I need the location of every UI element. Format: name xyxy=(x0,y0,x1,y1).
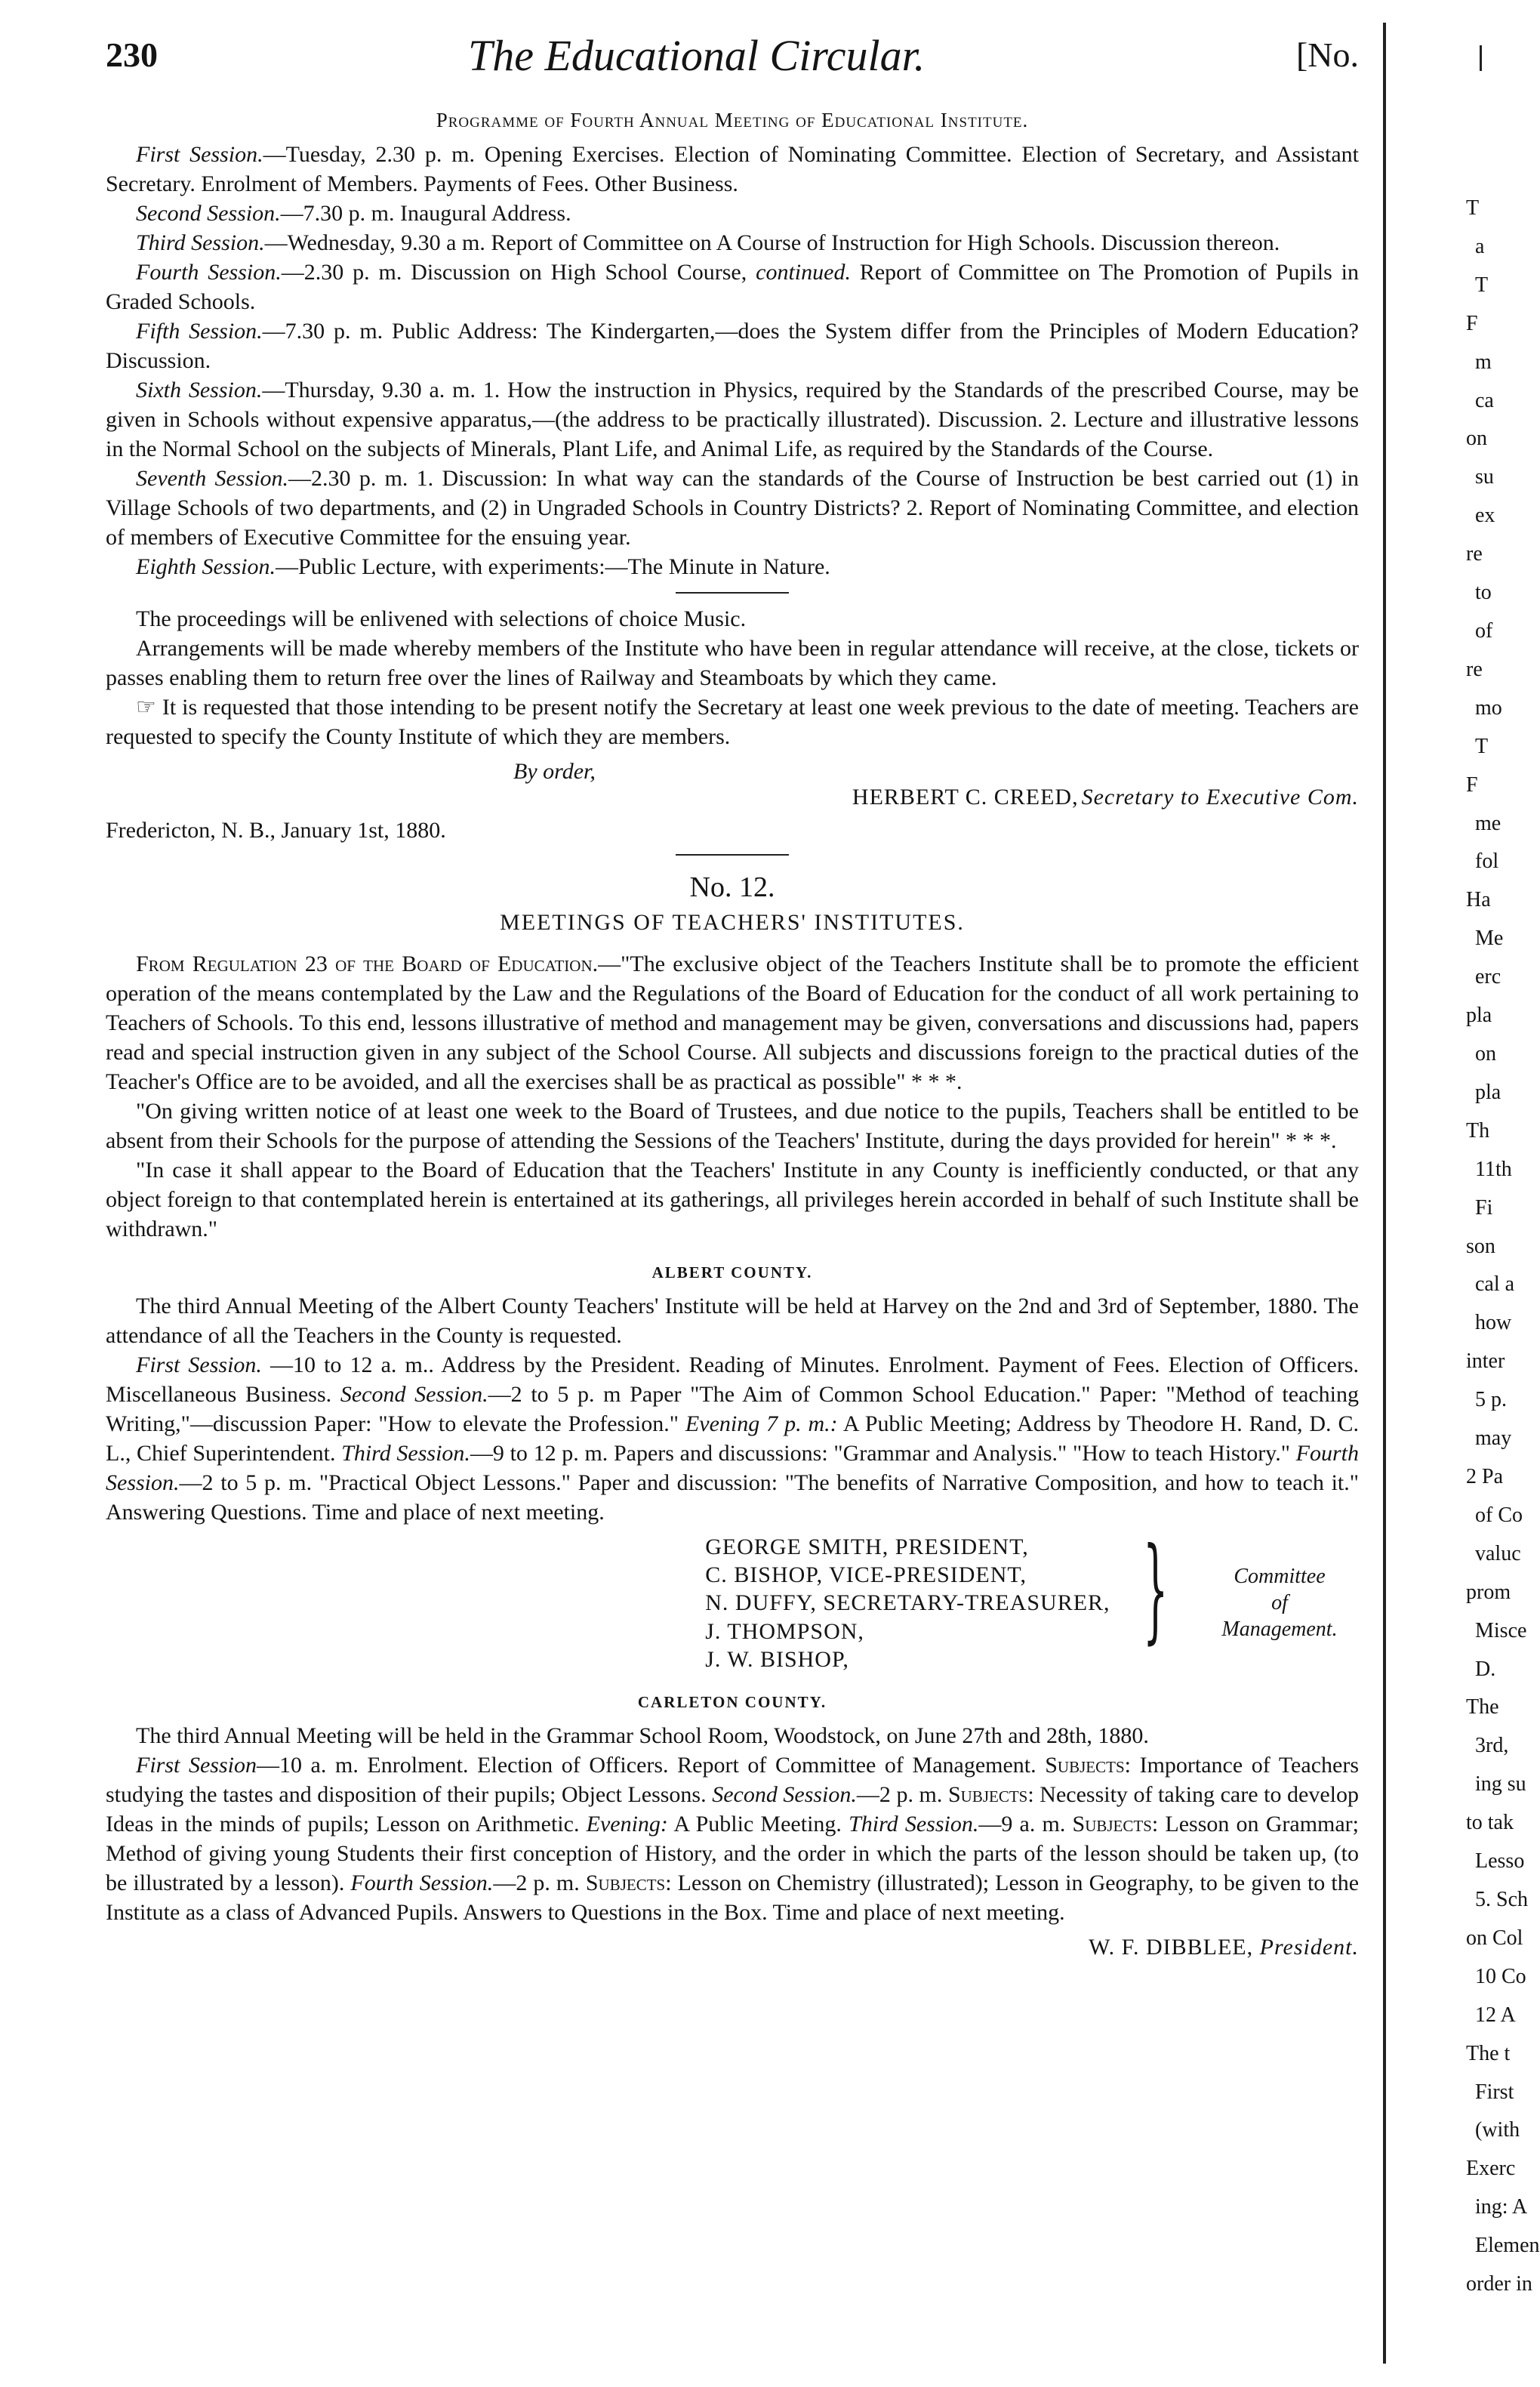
committee-member: J. W. BISHOP, xyxy=(705,1646,849,1672)
committee-names xyxy=(705,1533,1110,1673)
section-number: No. 12. xyxy=(689,871,775,903)
edge-mark xyxy=(1480,45,1482,71)
adjacent-text-fragment: pla xyxy=(1466,1004,1492,1027)
signatory-name: HERBERT C. CREED, xyxy=(852,785,1079,810)
committee-member: GEORGE SMITH, PRESIDENT, xyxy=(705,1534,1029,1559)
adjacent-text-fragment: re xyxy=(1466,658,1483,681)
regulation-quote-3: "In case it shall appear to the Board of Education that the Teachers' Institute in any County is inefficiently conducted, or that any object foreign to that contemplated herein is entertained at its gatherings, all privileges herein accorded in behalf of such Institute shall be withdrawn." xyxy=(106,1158,1359,1241)
adjacent-text-fragment: Fi xyxy=(1475,1196,1493,1220)
adjacent-text-fragment: Exerc xyxy=(1466,2157,1516,2180)
albert-sessions: First Session. —10 to 12 a. m.. Address by the President. Reading of Minutes. Enrolment. Payment of Fees. Election of Officers. Miscellaneous Business. Second Session.—2 to 5 p. m Paper "The Aim of Common School Education." Paper: "Method of teaching Writing,"—discussion Paper: "How to elevate the Profession." Evening 7 p. m.: A Public Meeting; Address by Theodore H. Rand, D. C. L., Chief Superintendent. Third Session.—9 to 12 p. m. Papers and discussions: "Grammar and Analysis." "How to teach History." Fourth Session.—2 to 5 p. m. "Practical Object Lessons." Paper and discussion: "The benefits of Narrative Composition, and how to teach it." Answering Questions. Time and place of next meeting. xyxy=(106,1352,1360,1525)
adjacent-text-fragment: Th xyxy=(1466,1119,1490,1143)
page-number: 230 xyxy=(106,35,158,74)
column-divider xyxy=(1383,23,1386,2364)
divider-rule xyxy=(676,592,789,594)
carleton-signature: W. F. DIBBLEE, President. xyxy=(1089,1934,1359,1960)
adjacent-text-fragment: su xyxy=(1475,465,1494,489)
adjacent-text-fragment: may xyxy=(1475,1426,1512,1450)
adjacent-text-fragment: inter xyxy=(1466,1349,1505,1373)
adjacent-text-fragment: 2 Pa xyxy=(1466,1465,1503,1488)
adjacent-text-fragment: Me xyxy=(1475,927,1504,950)
adjacent-text-fragment: of Co xyxy=(1475,1503,1523,1527)
session-4: Fourth Session.—2.30 p. m. Discussion on High School Course, continued. Report of Committee on The Promotion of Pupils in Graded Schools. xyxy=(106,260,1359,314)
albert-committee xyxy=(106,1524,1359,1673)
adjacent-text-fragment: F xyxy=(1466,312,1478,335)
adjacent-text-fragment: Ha xyxy=(1466,888,1491,911)
adjacent-text-fragment: re xyxy=(1466,542,1483,566)
committee-member: J. THOMPSON, xyxy=(705,1618,864,1644)
albert-intro: The third Annual Meeting of the Albert County Teachers' Institute will be held at Harvey on the 2nd and 3rd of September, 1880. The attendance of all the Teachers in the County is requested. xyxy=(106,1294,1359,1348)
regulation-quote-2: "On giving written notice of at least one week to the Board of Trustees, and due notice to the pupils, Teachers shall be entitled to be absent from their Schools for the purpose of attending the Sessions of the Teachers' Institute, during the days provided for herein" * * *. xyxy=(106,1099,1359,1153)
adjacent-text-fragment: (with xyxy=(1475,2118,1520,2142)
adjacent-text-fragment: ing su xyxy=(1475,1772,1526,1796)
adjacent-text-fragment: Lesso xyxy=(1475,1849,1525,1873)
session-2: Second Session.—7.30 p. m. Inaugural Address. xyxy=(136,201,571,226)
by-order: By order, xyxy=(513,759,596,784)
session-5: Fifth Session.—7.30 p. m. Public Address: The Kindergarten,—does the System differ from the Principles of Modern Education? Discussion. xyxy=(106,319,1359,373)
programme-heading: Programme of Fourth Annual Meeting of Educational Institute. xyxy=(436,109,1029,131)
adjacent-text-fragment: T xyxy=(1466,196,1480,220)
carleton-county-heading: CARLETON COUNTY. xyxy=(637,1692,827,1711)
adjacent-text-fragment: T xyxy=(1475,735,1489,758)
adjacent-text-fragment: The t xyxy=(1466,2042,1511,2065)
adjacent-text-fragment: 3rd, xyxy=(1475,1734,1509,1757)
adjacent-text-fragment: T xyxy=(1475,273,1489,297)
adjacent-page-fragments xyxy=(1394,196,1540,2348)
carleton-sessions: First Session—10 a. m. Enrolment. Election of Officers. Report of Committee of Management. Subjects: Importance of Teachers studying the tastes and disposition of their pupils; Object Lessons. Second Session.—2 p. m. Subjects: Necessity of taking care to develop Ideas in the minds of pupils; Lesson on Arithmetic. Evening: A Public Meeting. Third Session.—9 a. m. Subjects: Lesson on Grammar; Method of giving young Students their first conception of History, and the order in which the parts of the lesson should be taken up, (to be illustrated by a lesson). Fourth Session.—2 p. m. Subjects: Lesson on Chemistry (illustrated); Lesson in Geography, to be given to the Institute as a class of Advanced Pupils. Answers to Questions in the Box. Time and place of next meeting. xyxy=(106,1752,1360,1925)
adjacent-text-fragment: me xyxy=(1475,812,1502,835)
programme-sessions xyxy=(106,140,1359,581)
adjacent-text-fragment: a xyxy=(1475,235,1485,258)
main-column xyxy=(106,30,1359,1960)
adjacent-text-fragment: mo xyxy=(1475,696,1502,720)
adjacent-text-fragment: to xyxy=(1475,581,1492,604)
section-title: MEETINGS OF TEACHERS' INSTITUTES. xyxy=(500,910,965,935)
session-1: First Session.—Tuesday, 2.30 p. m. Opening Exercises. Election of Nominating Committee. Election of Secretary, and Assistant Secretary. Enrolment of Members. Payments of Fees. Other Business. xyxy=(106,142,1359,196)
adjacent-text-fragment: Misce xyxy=(1475,1619,1527,1642)
signatory-title: Secretary to Executive Com. xyxy=(1081,785,1359,810)
session-7: Seventh Session.—2.30 p. m. 1. Discussion: In what way can the standards of the Course of Instruction be best carried out (1) in Village Schools of two departments, and (2) in Ungraded Schools in Country Districts? 2. Report of Nominating Committee, and election of members of Executive Committee for the ensuing year. xyxy=(106,466,1359,550)
albert-county-heading: ALBERT COUNTY. xyxy=(651,1263,813,1281)
programme-signature xyxy=(106,759,1359,785)
adjacent-text-fragment: on xyxy=(1475,1042,1496,1066)
committee-member: N. DUFFY, SECRETARY-TREASURER, xyxy=(705,1590,1110,1616)
signatory-line xyxy=(106,785,1359,810)
adjacent-text-fragment: son xyxy=(1466,1235,1495,1258)
note-music: The proceedings will be enlivened with selections of choice Music. xyxy=(136,606,747,631)
adjacent-text-fragment: 10 Co xyxy=(1475,1965,1526,1988)
place-date: Fredericton, N. B., January 1st, 1880. xyxy=(106,818,446,843)
adjacent-text-fragment: prom xyxy=(1466,1581,1511,1604)
divider-rule-2 xyxy=(676,854,789,856)
adjacent-text-fragment: ca xyxy=(1475,389,1494,412)
regulation-text: From Regulation 23 of the Board of Education.—"The exclusive object of the Teachers Institute shall be to promote the efficient operation of the means contemplated by the Law and the Regulations of the Board of Education for the conduct of all work pertaining to Teachers of Schools. To this end, lessons illustrative of method and management may be given, conversations and discussions had, papers read and special instruction given in any subject of the School Course. All subjects and discussions foreign to the practical duties of the Teacher's Office are to be avoided, and all the exercises shall be as practical as possible" * * *. xyxy=(106,951,1359,1094)
adjacent-text-fragment: First xyxy=(1475,2080,1514,2104)
adjacent-text-fragment: D. xyxy=(1475,1658,1496,1681)
issue-label: [No. xyxy=(1295,35,1359,74)
adjacent-text-fragment: erc xyxy=(1475,965,1502,988)
committee-member: C. BISHOP, VICE-PRESIDENT, xyxy=(705,1562,1027,1588)
session-6: Sixth Session.—Thursday, 9.30 a. m. 1. How the instruction in Physics, required by the Standards of the prescribed Course, may be given in Schools without expensive apparatus,—(the address to be practically illustrated). Discussion. 2. Lecture and illustrative lessons in the Normal School on the subjects of Minerals, Plant Life, and Animal Life, as required by the Standards of the Course. xyxy=(106,378,1359,461)
adjacent-text-fragment: how xyxy=(1475,1311,1512,1334)
adjacent-text-fragment: cal a xyxy=(1475,1272,1515,1296)
adjacent-text-fragment: pla xyxy=(1475,1081,1502,1104)
carleton-intro: The third Annual Meeting will be held in the Grammar School Room, Woodstock, on June 27th and 28th, 1880. xyxy=(136,1722,1149,1748)
note-arrangements: Arrangements will be made whereby members of the Institute who have been in regular attendance will receive, at the close, tickets or passes enabling them to return free over the lines of Railway and Steamboats by which they came. xyxy=(106,636,1359,690)
adjacent-text-fragment: 12 A xyxy=(1475,2003,1516,2027)
adjacent-text-fragment: on Col xyxy=(1466,1926,1523,1950)
adjacent-text-fragment: on xyxy=(1466,427,1487,450)
adjacent-text-fragment: order in xyxy=(1466,2272,1532,2296)
adjacent-text-fragment: m xyxy=(1475,350,1492,374)
session-8: Eighth Session.—Public Lecture, with experiments:—The Minute in Nature. xyxy=(136,554,830,579)
session-3: Third Session.—Wednesday, 9.30 a m. Report of Committee on A Course of Instruction for High Schools. Discussion thereon. xyxy=(136,230,1280,255)
brace-glyph: } xyxy=(1142,1524,1168,1655)
adjacent-text-fragment: Elemen xyxy=(1475,2234,1540,2257)
adjacent-text-fragment: The xyxy=(1466,1695,1499,1719)
adjacent-text-fragment: fol xyxy=(1475,850,1499,873)
adjacent-text-fragment: ex xyxy=(1475,504,1495,527)
adjacent-text-fragment: to tak xyxy=(1466,1811,1514,1834)
page-header xyxy=(106,30,1359,91)
note-request: ☞ It is requested that those intending to be present notify the Secretary at least one week previous to the date of meeting. Teachers are requested to specify the County Institute of which they are members. xyxy=(106,695,1359,749)
adjacent-text-fragment: 5 p. xyxy=(1475,1388,1507,1411)
adjacent-text-fragment: of xyxy=(1475,619,1493,643)
committee-label: Committee of Management. xyxy=(1221,1565,1338,1642)
adjacent-text-fragment: F xyxy=(1466,773,1478,797)
adjacent-text-fragment: 11th xyxy=(1475,1158,1512,1181)
adjacent-text-fragment: ing: A xyxy=(1475,2195,1528,2219)
pointing-hand-icon: ☞ xyxy=(136,695,156,720)
adjacent-text-fragment: valuc xyxy=(1475,1542,1521,1565)
journal-title: The Educational Circular. xyxy=(468,31,926,80)
adjacent-text-fragment: 5. Sch xyxy=(1475,1888,1528,1911)
